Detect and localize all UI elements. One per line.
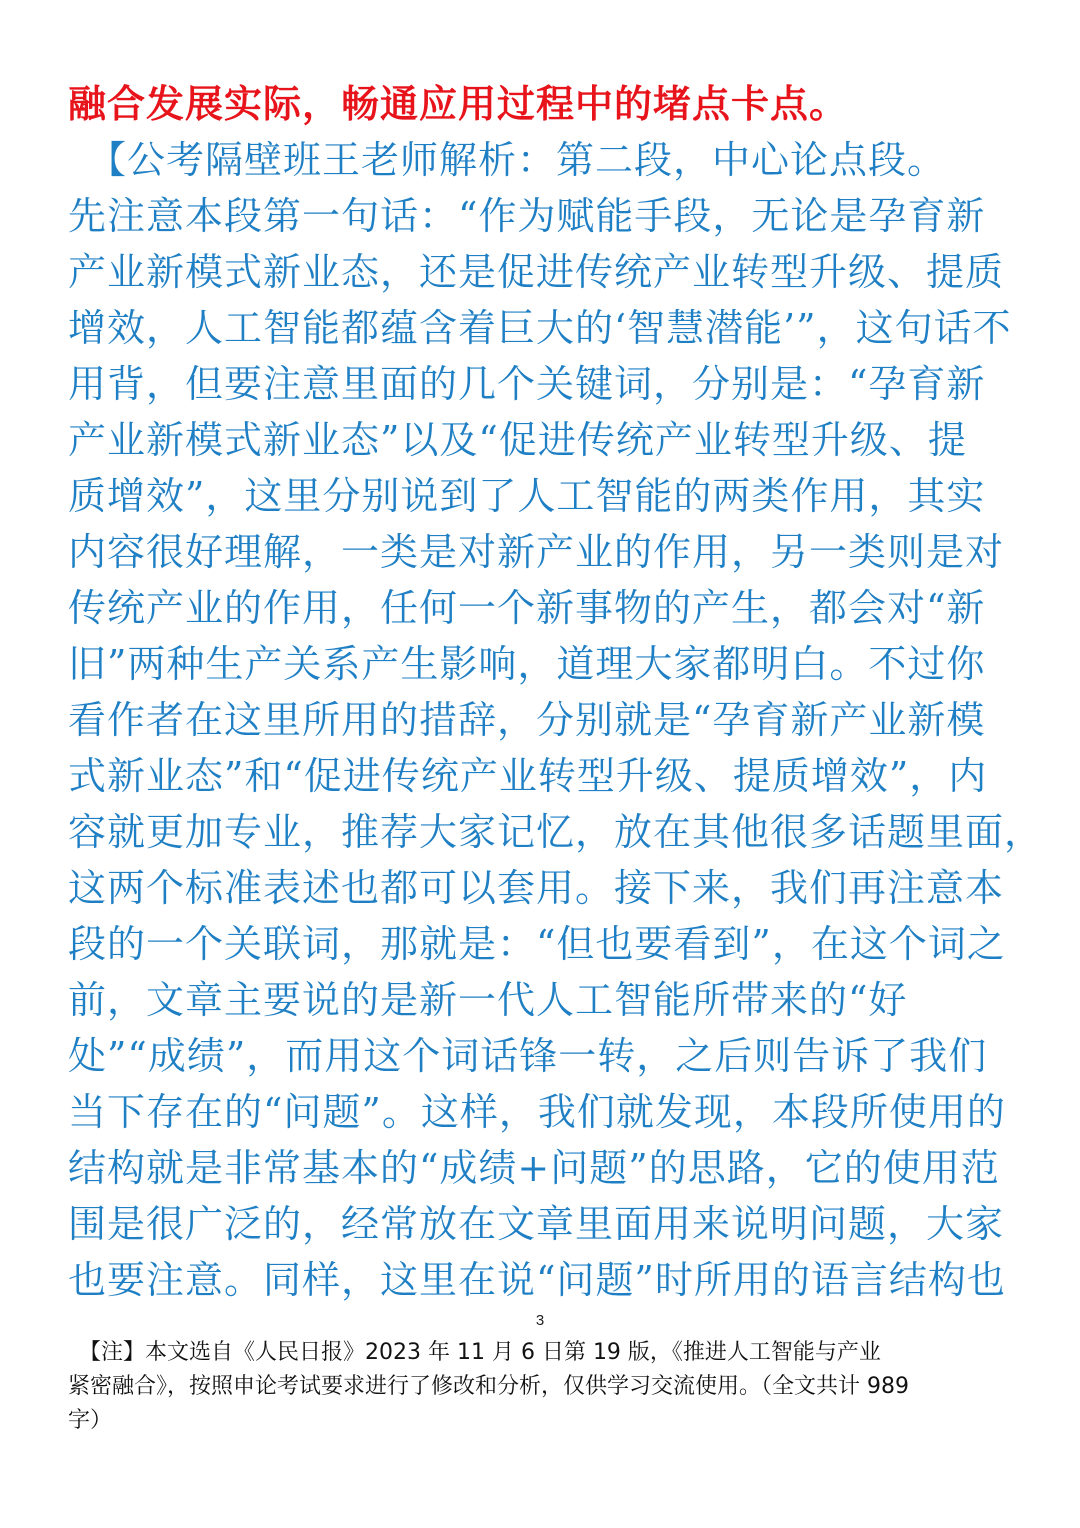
analysis-line: 产业新模式新业态，还是促进传统产业转型升级、提质 [68, 250, 1005, 294]
footnote-line: 紧密融合》，按照申论考试要求进行了修改和分析，仅供学习交流使用。（全文共计 989 [68, 1374, 909, 1399]
footnote-line: 【注】本文选自《人民日报》2023 年 11 月 6 日第 19 版，《推进人工智能与产业 [68, 1340, 881, 1365]
analysis-line: 先注意本段第一句话：“作为赋能手段，无论是孕育新 [68, 194, 986, 238]
headline-text: 融合发展实际，畅通应用过程中的堵点卡点。 [68, 81, 849, 126]
analysis-line: 增效，人工智能都蕴含着巨大的‘智慧潜能’”，这句话不 [68, 306, 1012, 350]
analysis-line: 传统产业的作用，任何一个新事物的产生，都会对“新 [68, 586, 986, 630]
analysis-line: 质增效”，这里分别说到了人工智能的两类作用，其实 [68, 474, 986, 518]
analysis-line: 前，文章主要说的是新一代人工智能所带来的“好 [68, 978, 908, 1022]
analysis-line: 当下存在的“问题”。这样，我们就发现，本段所使用的 [68, 1090, 1006, 1134]
analysis-line: 容就更加专业，推荐大家记忆，放在其他很多话题里面， [68, 810, 1044, 854]
page-number: 3 [535, 1312, 545, 1329]
analysis-line: 【公考隔壁班王老师解析：第二段，中心论点段。 [68, 138, 947, 182]
analysis-line: 也要注意。同样，这里在说“问题”时所用的语言结构也 [68, 1258, 1006, 1302]
analysis-line: 产业新模式新业态”以及“促进传统产业转型升级、提 [68, 418, 967, 462]
analysis-line: 式新业态”和“促进传统产业转型升级、提质增效”，内 [68, 754, 988, 798]
analysis-line: 用背，但要注意里面的几个关键词，分别是：“孕育新 [68, 362, 986, 406]
analysis-line: 旧”两种生产关系产生影响，道理大家都明白。不过你 [68, 642, 986, 686]
footnote-line: 字） [68, 1408, 113, 1433]
analysis-line: 段的一个关联词，那就是：“但也要看到”，在这个词之 [68, 922, 1006, 966]
analysis-line: 这两个标准表述也都可以套用。接下来，我们再注意本 [68, 866, 1005, 910]
analysis-line: 结构就是非常基本的“成绩+问题”的思路，它的使用范 [68, 1146, 1000, 1190]
analysis-line: 内容很好理解，一类是对新产业的作用，另一类则是对 [68, 530, 1005, 574]
analysis-line: 围是很广泛的，经常放在文章里面用来说明问题，大家 [68, 1202, 1005, 1246]
analysis-line: 看作者在这里所用的措辞，分别就是“孕育新产业新模 [68, 698, 986, 742]
analysis-line: 处”“成绩”，而用这个词话锋一转，之后则告诉了我们 [68, 1034, 988, 1078]
